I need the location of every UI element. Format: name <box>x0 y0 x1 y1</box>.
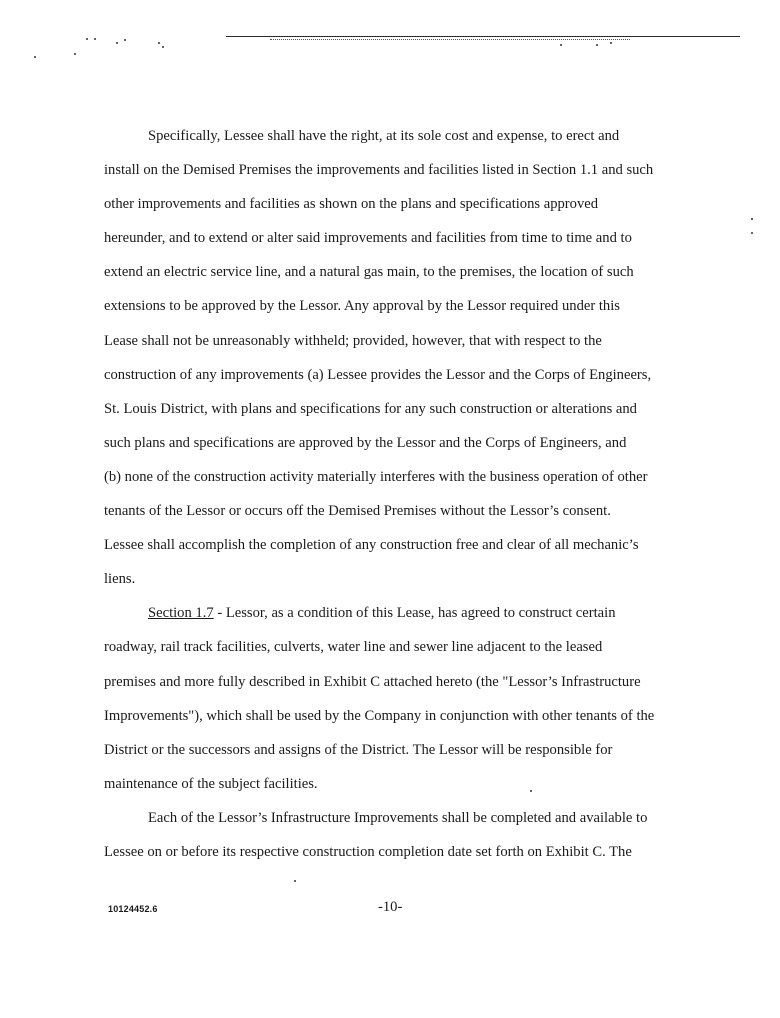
scan-speck <box>751 218 753 220</box>
text-line: maintenance of the subject facilities. <box>104 775 318 792</box>
scan-speck <box>116 42 118 44</box>
text-line: hereunder, and to extend or alter said improvements and facilities from time to time and to <box>104 230 632 247</box>
text-line: such plans and specifications are approved by the Lessor and the Corps of Engineers, and <box>104 434 627 451</box>
text-line: Lessee on or before its respective construction completion date set forth on Exhibit C. The <box>104 843 632 860</box>
text-line: extensions to be approved by the Lessor. Any approval by the Lessor required under this <box>104 298 620 315</box>
scan-speck <box>34 56 36 58</box>
page-number: -10- <box>378 899 403 915</box>
text-line: Specifically, Lessee shall have the right, at its sole cost and expense, to erect and <box>148 128 620 144</box>
scan-artifact-rule <box>226 36 740 37</box>
scan-speck <box>124 39 126 41</box>
text-line: (b) none of the construction activity materially interferes with the business operation of other <box>104 468 648 485</box>
scan-speck <box>86 38 88 40</box>
scan-speck <box>751 232 753 234</box>
scan-speck <box>560 44 562 46</box>
text-line: install on the Demised Premises the improvements and facilities listed in Section 1.1 and such <box>104 162 654 179</box>
document-body <box>104 119 684 869</box>
text-line: construction of any improvements (a) Lessee provides the Lessor and the Corps of Engineers, <box>104 366 652 383</box>
paragraph <box>104 801 684 869</box>
text-line: premises and more fully described in Exhibit C attached hereto (the "Lessor’s Infrastructure <box>104 673 641 690</box>
text-line: St. Louis District, with plans and specifications for any such construction or alterations and <box>104 400 637 417</box>
text-line: District or the successors and assigns of the District. The Lessor will be responsible for <box>104 741 613 758</box>
text-line: Lessee shall accomplish the completion of any construction free and clear of all mechanic’s <box>104 537 639 554</box>
scan-speck <box>74 53 76 55</box>
text-fragment: - Lessor, as a condition of this Lease, has agreed to construct certain <box>213 605 616 622</box>
text-line: extend an electric service line, and a natural gas main, to the premises, the location of such <box>104 264 634 281</box>
scan-speck <box>158 42 160 44</box>
paragraph <box>104 596 684 801</box>
text-line: roadway, rail track facilities, culverts, water line and sewer line adjacent to the leased <box>104 639 603 656</box>
text-line <box>104 596 684 630</box>
text-line: Each of the Lessor’s Infrastructure Improvements shall be completed and available to <box>148 809 648 826</box>
scan-speck <box>294 880 296 882</box>
scan-artifact-rule <box>270 39 630 40</box>
scan-speck <box>162 46 164 48</box>
text-line: liens. <box>104 571 136 588</box>
text-line: tenants of the Lessor or occurs off the Demised Premises without the Lessor’s consent. <box>104 503 611 520</box>
scan-speck <box>596 44 598 46</box>
scan-speck <box>94 38 96 40</box>
text-line: Improvements"), which shall be used by the Company in conjunction with other tenants of the <box>104 707 655 724</box>
document-id: 10124452.6 <box>108 904 158 914</box>
paragraph <box>104 119 684 596</box>
text-line: Lease shall not be unreasonably withheld; provided, however, that with respect to the <box>104 332 602 349</box>
scan-speck <box>610 42 612 44</box>
text-line: other improvements and facilities as shown on the plans and specifications approved <box>104 196 599 213</box>
section-reference: Section 1.7 <box>148 605 214 622</box>
